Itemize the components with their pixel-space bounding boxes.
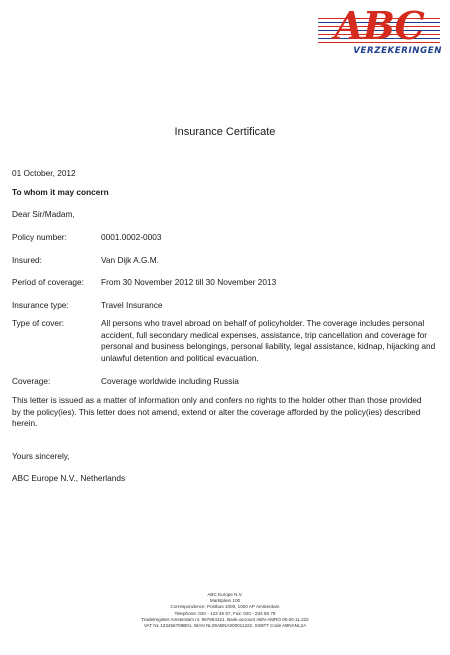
footer-vat-iban: VAT NL 123456789B01, IBAN NL09ABNA000011222, SWIFT Code ABNANL2A [143, 623, 307, 629]
field-value-type-of-cover: All persons who travel abroad on behalf of policyholder. The coverage includes personal accident, full secondary medical expenses, assistance, trip cancellation and coverage for personal and business belongings, personal liability, legal assistance, kidnap, hijacking and unlawful detention and political evacuation. [101, 318, 436, 363]
field-label-insured: Insured: [12, 255, 42, 265]
field-label-coverage: Coverage: [12, 376, 51, 386]
field-label-period-of-coverage: Period of coverage: [12, 277, 84, 287]
footer-correspondence: Correspondence: Postbus 1000, 1000 AP Amsterdam [170, 604, 280, 610]
closing-line: Yours sincerely, [12, 451, 70, 461]
document-date: 01 October, 2012 [12, 168, 76, 178]
field-label-type-of-cover: Type of cover: [12, 318, 65, 328]
abc-logo [308, 3, 442, 58]
addressee: To whom it may concern [12, 187, 109, 197]
field-value-coverage: Coverage worldwide including Russia [101, 376, 239, 386]
field-value-insured: Van Dijk A.G.M. [101, 255, 159, 265]
signature-line: ABC Europe N.V., Netherlands [12, 473, 126, 483]
field-value-insurance-type: Travel Insurance [101, 300, 163, 310]
footer-phone-fax: Telephone: 020 - 123 45 67, Fax: 020 - 234 56 78 [174, 610, 276, 616]
field-label-insurance-type: Insurance type: [12, 300, 69, 310]
footer-street-address: Marktplein 100 [209, 598, 241, 604]
disclaimer-paragraph: This letter is issued as a matter of information only and confers no rights to the holder other than those provided by the policy(ies). This letter does not amend, extend or alter the coverage afforded by the policy(ies) described herein. [12, 395, 422, 428]
field-value-policy-number: 0001.0002-0003 [101, 232, 162, 242]
footer-company-name: ABC Europe N.V. [207, 592, 243, 597]
greeting: Dear Sir/Madam, [12, 209, 75, 219]
company-footer [0, 592, 450, 629]
logo-brand-text: ABC [334, 3, 424, 48]
logo-tagline: VERZEKERINGEN [353, 46, 442, 56]
document-title: Insurance Certificate [174, 126, 276, 138]
footer-trade-register: Tradelregister Amsterdam nr. 987654321. Bank-account ABN-AMRO 00.00.11.222 [141, 616, 309, 622]
field-value-period-of-coverage: From 30 November 2012 till 30 November 2013 [101, 277, 277, 287]
field-label-policy-number: Policy number: [12, 232, 67, 242]
